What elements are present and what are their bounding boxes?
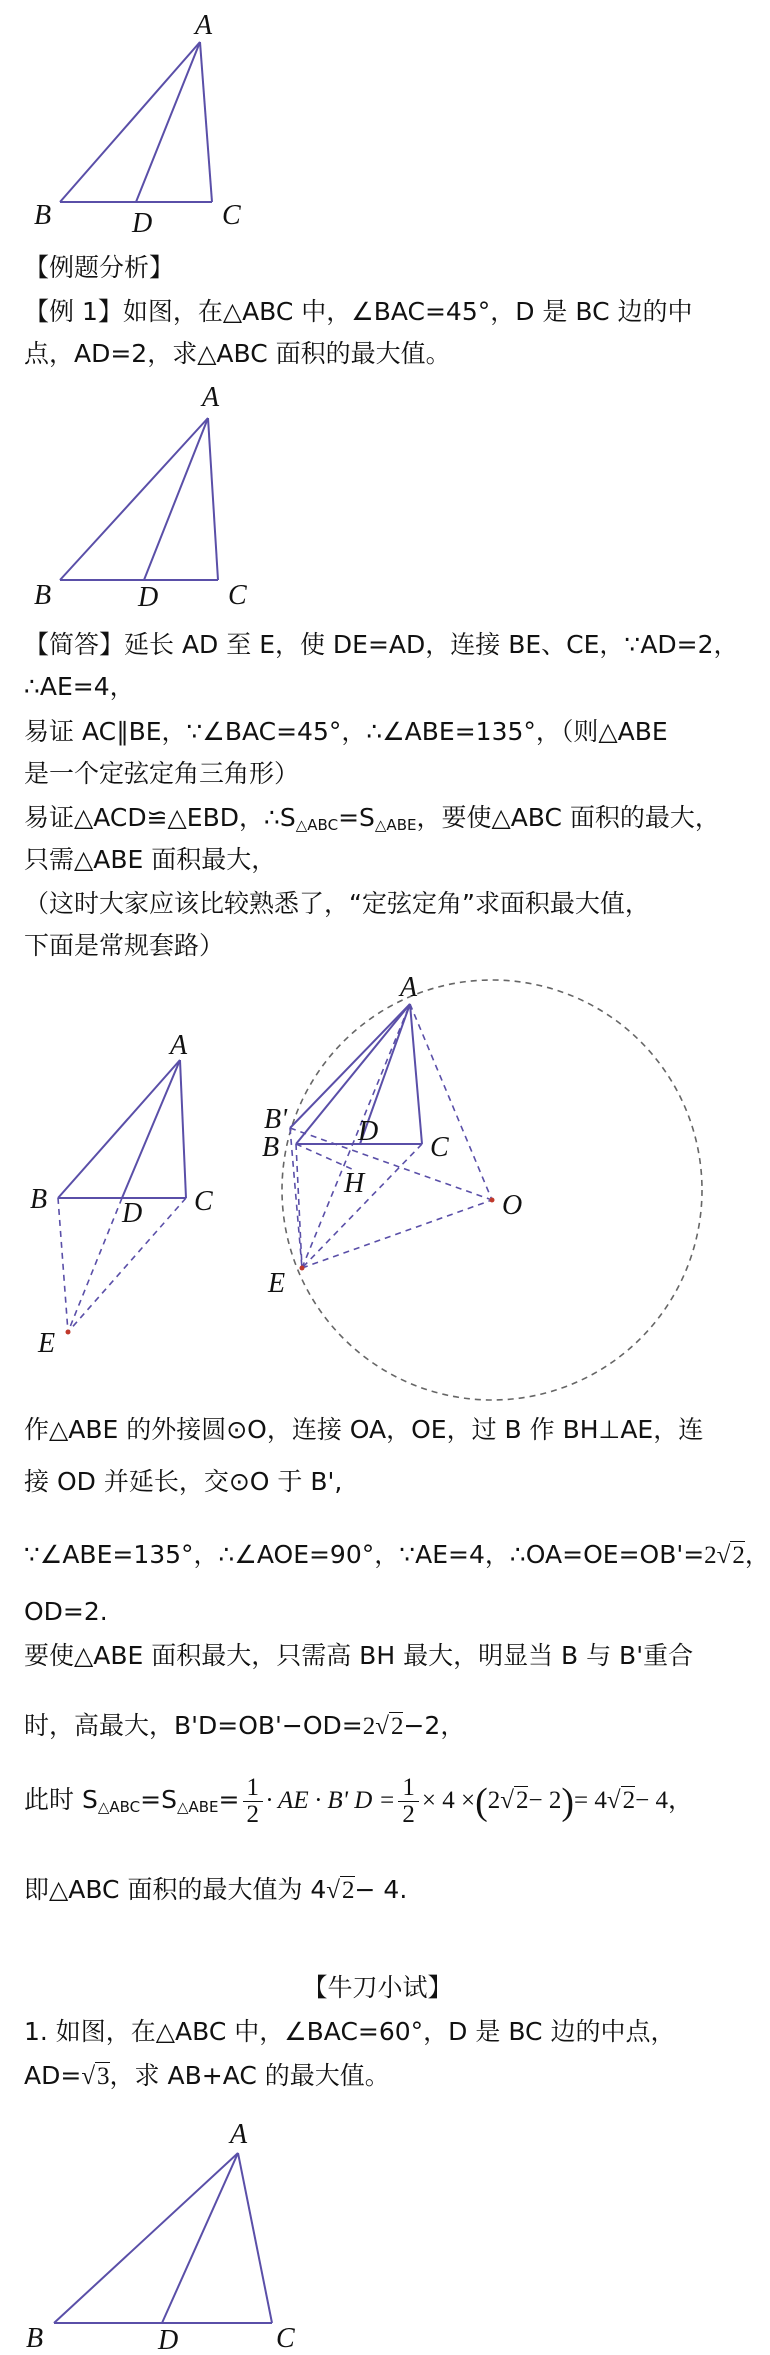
segment-ad	[136, 42, 200, 202]
solution-line-6	[24, 1706, 736, 1747]
right-paren: )	[561, 1781, 574, 1823]
denominator: 2	[246, 1800, 259, 1828]
label-d: D	[132, 208, 153, 239]
trial-heading: 【牛刀小试】	[302, 1973, 453, 2002]
figure-triangle-1	[0, 0, 300, 240]
radicand: 2	[390, 1713, 404, 1740]
denominator: 2	[402, 1800, 415, 1828]
figure-circumcircle	[250, 960, 730, 1420]
radicand: 3	[97, 2063, 110, 2090]
label-c: C	[430, 1132, 449, 1163]
text: =S	[338, 803, 375, 832]
segment-ac	[180, 1060, 186, 1198]
figure-triangle-4	[0, 2105, 340, 2355]
label-a: A	[170, 1030, 188, 1061]
text: 易证△ACD≌△EBD，∴S	[24, 803, 296, 832]
solution-line-5: 要使△ABE 面积最大，只需高 BH 最大，明显当 B 与 B'重合	[24, 1641, 694, 1670]
segment-ab-prime	[290, 1004, 410, 1128]
point-e	[66, 1330, 71, 1335]
text: 即△ABC 面积的最大值为 4	[24, 1875, 327, 1904]
math-text: − 4，	[635, 1787, 693, 1814]
point-o	[490, 1198, 495, 1203]
label-a: A	[202, 382, 220, 413]
text: ，	[744, 1540, 770, 1569]
sqrt-expression: √3	[81, 2063, 110, 2090]
math-text: = 4	[574, 1787, 607, 1814]
figure-triangle-2	[0, 380, 300, 613]
answer-line-2: ∴AE=4，	[24, 672, 135, 701]
radicand: 2	[342, 1877, 355, 1904]
label-c: C	[194, 1186, 213, 1217]
subscript: △ABE	[176, 1798, 219, 1816]
solution-line-4: OD=2.	[24, 1597, 108, 1626]
math-text: · AE · B' D =	[266, 1787, 396, 1814]
subscript: △ABC	[97, 1798, 141, 1816]
segment-ab	[60, 42, 200, 202]
coefficient: 2	[487, 1787, 501, 1814]
solution-line-1: 作△ABE 的外接圆⊙O，连接 OA，OE，过 B 作 BH⊥AE，连	[24, 1415, 704, 1444]
segment-ab	[54, 2153, 238, 2323]
label-b: B	[30, 1184, 48, 1215]
text: AD=	[24, 2061, 82, 2090]
segment-ac	[410, 1004, 422, 1144]
figure-triangle-extended	[0, 1010, 250, 1370]
numerator: 1	[398, 1775, 419, 1802]
sqrt-expression: 2√2	[362, 1713, 404, 1740]
label-b: B	[34, 580, 52, 611]
text: ，求 AB+AC 的最大值。	[109, 2061, 390, 2090]
trial-question-1-line-2	[24, 2056, 736, 2097]
solution-line-8	[24, 1870, 736, 1911]
label-b: B	[262, 1132, 280, 1163]
label-o: O	[502, 1190, 523, 1221]
coefficient: 2	[704, 1542, 717, 1569]
label-d: D	[122, 1198, 143, 1229]
segment-ab	[58, 1060, 180, 1198]
solution-line-3	[24, 1535, 770, 1576]
text: −2，	[403, 1711, 466, 1740]
segment-ac	[238, 2153, 272, 2323]
answer-line-7: （这时大家应该比较熟悉了，“定弦定角”求面积最大值，	[24, 889, 650, 918]
segment-ab	[296, 1004, 410, 1144]
label-d: D	[138, 582, 159, 613]
text: 此时 S	[24, 1785, 98, 1814]
label-a: A	[400, 972, 418, 1003]
section-heading: 【例题分析】	[24, 253, 175, 282]
radicand: 2	[622, 1787, 636, 1814]
answer-line-5	[24, 798, 736, 845]
label-d: D	[158, 2325, 179, 2355]
segment-ce	[302, 1144, 422, 1268]
text: =S	[140, 1785, 177, 1814]
math-text: × 4 ×	[421, 1787, 476, 1814]
segment-ab	[60, 418, 208, 580]
answer-line-6: 只需△ABE 面积最大，	[24, 845, 277, 874]
example-1-line-1: 【例 1】如图，在△ABC 中，∠BAC=45°，D 是 BC 边的中	[24, 297, 693, 326]
numerator: 1	[243, 1775, 264, 1802]
text: 时，高最大，B'D=OB'−OD=	[24, 1711, 363, 1740]
text: ∵∠ABE=135°，∴∠AOE=90°，∵AE=4，∴OA=OE=OB'=	[24, 1540, 705, 1569]
text: =	[218, 1785, 240, 1814]
segment-ac	[208, 418, 218, 580]
text: − 4.	[354, 1875, 408, 1904]
subscript: △ABE	[374, 816, 417, 834]
trial-question-1-line-1: 1. 如图，在△ABC 中，∠BAC=60°，D 是 BC 边的中点，	[24, 2017, 676, 2046]
sqrt-expression: √2	[326, 1877, 355, 1904]
point-e	[300, 1266, 305, 1271]
label-c: C	[228, 580, 247, 611]
solution-line-7	[24, 1770, 736, 1837]
label-b: B	[34, 200, 52, 231]
label-b: B	[26, 2323, 44, 2354]
label-a: A	[230, 2119, 248, 2150]
solution-line-2: 接 OD 并延长，交⊙O 于 B',	[24, 1467, 343, 1496]
segment-ac	[200, 42, 212, 202]
fraction-half	[398, 1775, 419, 1828]
segment-de	[68, 1198, 122, 1332]
answer-line-1: 【简答】延长 AD 至 E，使 DE=AD，连接 BE、CE，∵AD=2，	[24, 630, 739, 659]
subscript: △ABC	[295, 816, 339, 834]
label-h: H	[344, 1168, 365, 1199]
sqrt-expression: 2√2	[704, 1542, 745, 1569]
segment-be	[58, 1198, 68, 1332]
text: ，要使△ABC 面积的最大，	[416, 803, 720, 832]
segment-ad	[162, 2153, 238, 2323]
coefficient: 2	[362, 1713, 376, 1740]
radicand: 2	[515, 1787, 529, 1814]
segment-b-prime-o	[290, 1128, 492, 1200]
segment-ad	[122, 1060, 180, 1198]
sqrt-expression: √2	[606, 1787, 636, 1814]
example-1-line-2: 点，AD=2，求△ABC 面积的最大值。	[24, 339, 451, 368]
segment-ae	[302, 1004, 410, 1268]
label-d: D	[358, 1116, 379, 1147]
segment-ao	[410, 1004, 492, 1200]
label-a: A	[195, 10, 213, 41]
radicand: 2	[732, 1542, 745, 1569]
fraction-half	[243, 1775, 264, 1828]
label-c: C	[222, 200, 241, 231]
segment-eo	[302, 1200, 492, 1268]
math-text: − 2	[528, 1787, 562, 1814]
answer-line-8: 下面是常规套路）	[24, 931, 225, 960]
label-c: C	[276, 2323, 295, 2354]
sqrt-expression: 2√2	[487, 1787, 529, 1814]
label-e: E	[268, 1268, 286, 1299]
label-e: E	[38, 1328, 56, 1359]
label-b-prime: B'	[264, 1104, 288, 1135]
segment-ad	[144, 418, 208, 580]
left-paren: (	[475, 1781, 488, 1823]
answer-line-4: 是一个定弦定角三角形）	[24, 759, 300, 788]
answer-line-3: 易证 AC∥BE，∵∠BAC=45°，∴∠ABE=135°，（则△ABE	[24, 717, 668, 746]
